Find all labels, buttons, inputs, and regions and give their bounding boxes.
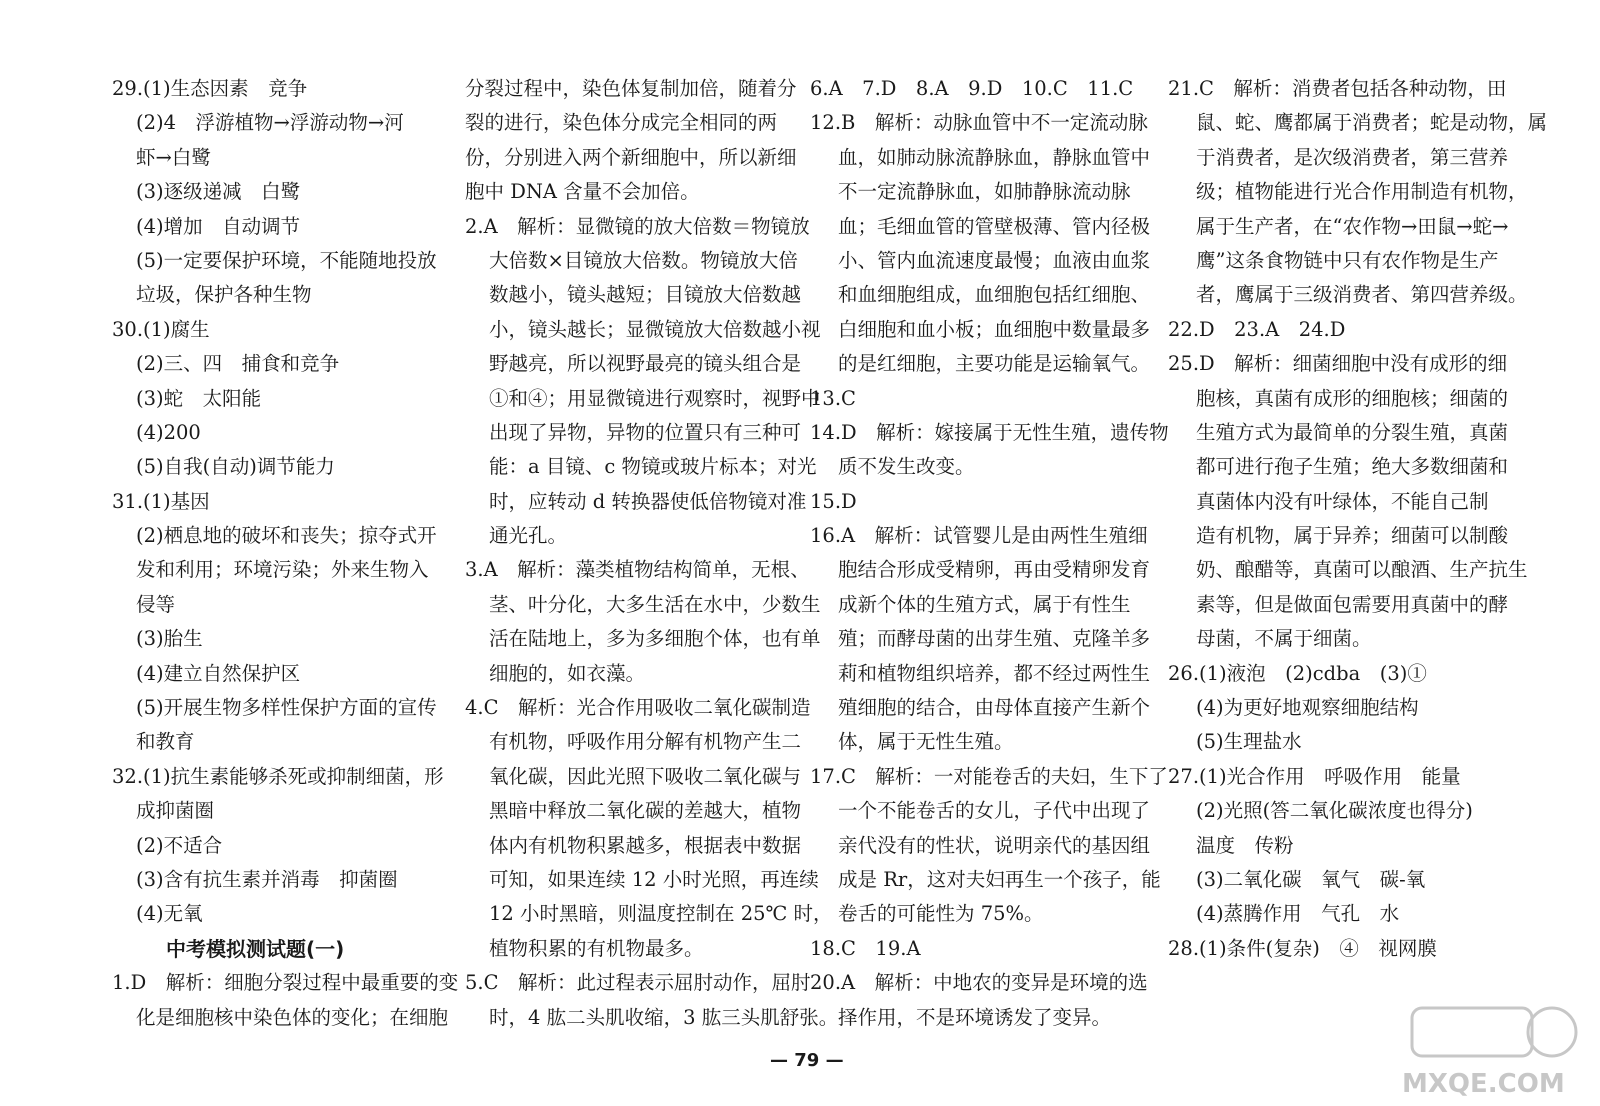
answer-line: 植物积累的有机物最多。 [489,936,704,960]
answer-line: 成抑菌圈 [136,799,215,823]
answer-line: 12 小时黑暗，则温度控制在 25℃ 时， [489,902,833,926]
answer-line: 莉和植物组织培养，都不经过两性生 [838,661,1151,685]
answer-line: 生殖方式为最简单的分裂生殖，真菌 [1196,420,1509,444]
answer-line: 真菌体内没有叶绿体，不能自己制 [1196,489,1489,513]
answer-line: (3)蛇 太阳能 [136,386,262,410]
answer-line: 有机物，呼吸作用分解有机物产生二 [489,730,802,754]
answer-line: 活在陆地上，多为多细胞个体，也有单 [489,627,821,651]
answer-line: 1.D 解析：细胞分裂过程中最重要的变 [112,971,459,995]
answer-line: 30.(1)腐生 [112,317,210,341]
answer-line: 黑暗中释放二氧化碳的差越大，植物 [489,799,802,823]
answer-line: 垃圾，保护各种生物 [136,283,312,307]
answer-line: (4)建立自然保护区 [136,661,301,685]
answer-line: 29.(1)生态因素 竞争 [112,77,308,100]
answer-line: 择作用，不是环境诱发了变异。 [838,1005,1112,1029]
answer-line: 鼠、蛇、鹰都属于消费者；蛇是动物，属 [1196,111,1548,135]
answer-line: 12.B 解析：动脉血管中不一定流动脉 [810,111,1148,135]
answer-line: (2)栖息地的破坏和丧失；掠夺式开 [136,524,437,548]
answer-line: 者，鹰属于三级消费者、第四营养级。 [1196,283,1528,307]
answer-line: (4)蒸腾作用 气孔 水 [1196,902,1400,926]
page-number: — 79 — [770,1050,844,1071]
answer-line: 亲代没有的性状，说明亲代的基因组 [838,833,1151,857]
answer-line: 化是细胞核中染色体的变化；在细胞 [136,1005,449,1029]
answer-line: 22.D 23.A 24.D [1168,317,1346,341]
answer-line: 一个不能卷舌的女儿，子代中出现了 [838,799,1151,823]
answer-line: 25.D 解析：细菌细胞中没有成形的细 [1168,352,1508,376]
answer-line: 级；植物能进行光合作用制造有机物， [1196,180,1528,204]
answer-line: 白细胞和血小板；血细胞中数量最多 [838,317,1151,341]
answer-line: 20.A 解析：中地农的变异是环境的选 [810,971,1148,995]
answer-line: 母菌，不属于细菌。 [1196,627,1372,651]
answer-line: 18.C 19.A [810,936,921,960]
answer-line: 体内有机物积累越多，根据表中数据 [489,833,802,857]
answer-line: (2)不适合 [136,833,223,857]
answer-line: 32.(1)抗生素能够杀死或抑制细菌，形 [112,764,444,788]
answer-line: 殖细胞的结合，由母体直接产生新个 [838,696,1151,720]
answer-line: ①和④；用显微镜进行观察时，视野中 [489,386,821,410]
answer-line: (5)自我(自动)调节能力 [136,455,335,479]
answer-line: 茎、叶分化，大多生活在水中，少数生 [489,592,821,616]
answer-line: 4.C 解析：光合作用吸收二氧化碳制造 [465,696,811,720]
answer-line: 时，4 肱二头肌收缩，3 肱三头肌舒张。 [489,1005,839,1029]
answer-line: 细胞的，如衣藻。 [489,661,646,685]
answer-line: 殖；而酵母菌的出芽生殖、克隆羊多 [838,627,1151,651]
answer-line: (5)生理盐水 [1196,730,1302,754]
answer-line: 血；毛细血管的管壁极薄、管内径极 [838,214,1151,238]
answer-line: (4)200 [136,420,201,444]
answer-line: 小、管内血流速度最慢；血液由血浆 [838,248,1151,272]
answer-line: (3)胎生 [136,627,203,651]
answer-line: 虾→白鹭 [136,145,211,169]
answer-line: 15.D [810,489,857,513]
answer-line: (4)无氧 [136,902,203,926]
answer-line: (5)一定要保护环境，不能随地投放 [136,248,437,272]
answer-line: (2)光照(答二氧化碳浓度也得分) [1196,799,1473,823]
answer-line: 31.(1)基因 [112,489,210,513]
answer-line: 胞结合形成受精卵，再由受精卵发育 [838,558,1151,582]
column-3 [810,72,1169,1035]
answer-line: (3)逐级递减 白鹭 [136,180,301,204]
answer-line: 不一定流静脉血，如肺静脉流动脉 [838,180,1131,204]
answer-line: 时，应转动 d 转换器使低倍物镜对准 [489,489,807,513]
answer-line: 大倍数×目镜放大倍数。物镜放大倍 [489,248,798,272]
answer-line: 出现了异物，异物的位置只有三种可 [489,420,802,444]
answer-line: 造有机物，属于异养；细菌可以制酸 [1196,524,1509,548]
answer-line: 28.(1)条件(复杂) ④ 视网膜 [1168,936,1437,960]
answer-line: 和教育 [136,730,195,754]
answer-line: 26.(1)液泡 (2)cdba (3)① [1168,661,1427,685]
answer-line: 的是红细胞，主要功能是运输氧气。 [838,352,1151,376]
answer-line: 发和利用；环境污染；外来生物入 [136,558,429,582]
answer-line: 27.(1)光合作用 呼吸作用 能量 [1168,764,1461,788]
answer-line: 氧化碳，因此光照下吸收二氧化碳与 [489,764,802,788]
answer-line: 份，分别进入两个新细胞中，所以新细 [465,145,797,169]
column-4 [1168,72,1568,966]
answer-line: 胞核，真菌有成形的细胞核；细菌的 [1196,386,1509,410]
answer-line: 17.C 解析：一对能卷舌的夫妇，生下了 [810,764,1168,788]
answer-line: 奶、酿醋等，真菌可以酿酒、生产抗生 [1196,558,1528,582]
answer-line: 侵等 [136,592,176,616]
answer-line: 体，属于无性生殖。 [838,730,1014,754]
answer-line: 裂的进行，染色体分成完全相同的两 [465,111,778,135]
answer-line: 于消费者，是次级消费者，第三营养 [1196,145,1509,169]
answer-line: 成新个体的生殖方式，属于有性生 [838,592,1131,616]
answer-line: 卷舌的可能性为 75%。 [838,902,1044,926]
answer-line: (2)三、四 捕食和竞争 [136,352,340,376]
answer-line: 温度 传粉 [1196,833,1294,857]
answer-line: 胞中 DNA 含量不会加倍。 [465,180,700,204]
answer-line: 13.C [810,386,856,410]
answer-line: (3)二氧化碳 氧气 碳-氧 [1196,867,1426,891]
svg-text:MXQE.COM: MXQE.COM [1402,1069,1565,1099]
answer-line: 2.A 解析：显微镜的放大倍数＝物镜放 [465,214,810,238]
answer-line: (4)为更好地观察细胞结构 [1196,696,1419,720]
answer-line: 属于生产者，在“农作物→田鼠→蛇→ [1196,214,1509,238]
answer-line: 成是 Rr，这对夫妇再生一个孩子，能 [838,867,1161,891]
answer-line: (5)开展生物多样性保护方面的宣传 [136,696,437,720]
answer-line: 小，镜头越长；显微镜放大倍数越小视 [489,317,821,341]
answer-line: 5.C 解析：此过程表示屈肘动作，屈肘 [465,971,811,995]
answer-line: (4)增加 自动调节 [136,214,301,238]
answer-line: 通光孔。 [489,524,568,548]
answer-line: 14.D 解析：嫁接属于无性生殖，遗传物 [810,420,1169,444]
section-title: 中考模拟测试题(一) [166,936,345,961]
answer-line: 21.C 解析：消费者包括各种动物，田 [1168,77,1507,100]
answer-line: 质不发生改变。 [838,455,975,479]
answer-line: 素等，但是做面包需要用真菌中的酵 [1196,592,1509,616]
watermark-logo [1392,1000,1592,1100]
answer-line: 6.A 7.D 8.A 9.D 10.C 11.C [810,77,1134,100]
answer-line: 都可进行孢子生殖；绝大多数细菌和 [1196,455,1509,479]
answer-line: 可知，如果连续 12 小时光照，再连续 [489,867,819,891]
answer-line: 能：a 目镜、c 物镜或玻片标本；对光 [489,455,817,479]
answer-line: (2)4 浮游植物→浮游动物→河 [136,111,404,135]
answer-line: 和血细胞组成，血细胞包括红细胞、 [838,283,1151,307]
answer-line: 3.A 解析：藻类植物结构简单，无根、 [465,558,810,582]
answer-line: 16.A 解析：试管婴儿是由两性生殖细 [810,524,1148,548]
answer-line: 野越亮，所以视野最亮的镜头组合是 [489,352,802,376]
answer-line: 数越小，镜头越短；目镜放大倍数越 [489,283,802,307]
answer-line: 血，如肺动脉流静脉血，静脉血管中 [838,145,1151,169]
answer-line: (3)含有抗生素并消毒 抑菌圈 [136,867,398,891]
answer-line: 鹰”这条食物链中只有农作物是生产 [1196,248,1499,272]
column-1 [112,72,459,1035]
answer-line: 分裂过程中，染色体复制加倍，随着分 [465,77,797,100]
